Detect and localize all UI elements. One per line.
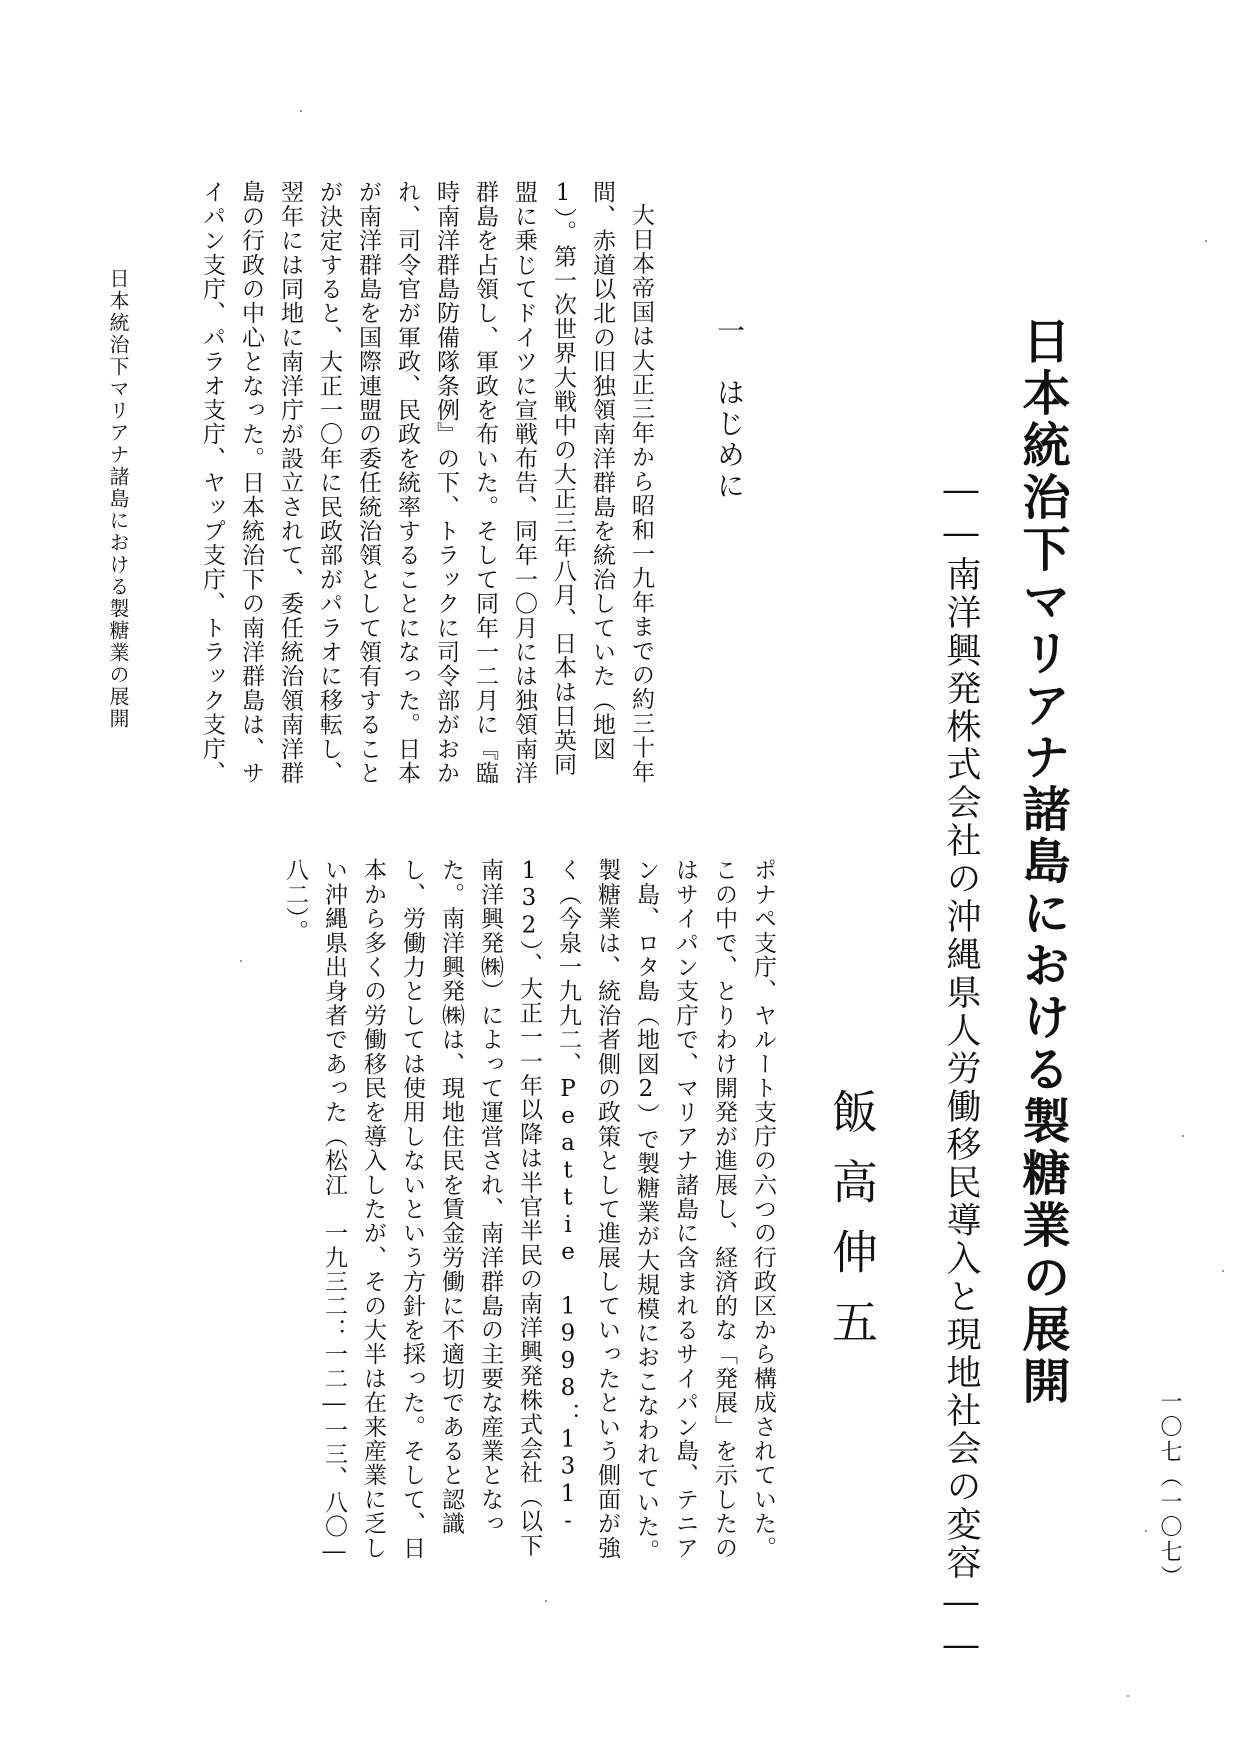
scan-speck (545, 1600, 547, 1602)
paragraph-continued: ポナペ支庁、ヤルート支庁の六つの行政区から構成されていた。この中で、とりわけ開発が進展し、経済的な「発展」を示したのはサイパン支庁で、マリアナ諸島に含まれるサイパン島、テニアン島、ロタ島（地図2）で製糖業が大規模におこなわれていた。製糖業は、統治者側の政策として進展していったという側面が強く（今泉一九九二、Peattie 1998：131-132）、大正一一年以降は半官半民の南洋興発株式会社（以下南洋興発㈱）によって運営され、南洋群島の主要な産業となった。南洋興発㈱は、現地住民を賃金労働に不適切であると認識し、労働力としては使用しないという方針を採った。そして、日本から多くの労働移民を導入したが、その大半は在来産業に乏しい沖縄県出身者であった（松江 一九三二：一二―一三、八〇―八二）。 (282, 858, 776, 1566)
scan-speck (240, 960, 242, 962)
scan-speck (1222, 1270, 1224, 1272)
body-text-lower (282, 858, 782, 1578)
scan-speck (300, 110, 302, 112)
section-number: 一 (713, 316, 746, 344)
section-heading: はじめに (713, 378, 746, 502)
article-title: 日本統治下マリアナ諸島における製糖業の展開 (1014, 316, 1070, 1408)
running-header: 日本統治下マリアナ諸島における製糖業の展開 (106, 268, 130, 730)
scan-speck (1145, 1530, 1147, 1532)
paragraph-intro: 大日本帝国は大正三年から昭和一九年までの約三十年間、赤道以北の旧独領南洋群島を統治していた（地図1）。第一次世界大戦中の大正三年八月、日本は日英同盟に乗じてドイツに宣戦布告、同年一〇月には独領南洋群島を占領し、軍政を布いた。そして同年一二月に『臨時南洋群島防備隊条例』の下、トラックに司令部がおかれ、司令官が軍政、民政を統率することになった。日本が南洋群島を国際連盟の委任統治領として領有することが決定すると、大正一〇年に民政部がパラオに移転し、翌年には同地に南洋庁が設立されて、委任統治領南洋群島の行政の中心となった。日本統治下の南洋群島は、サイパン支庁、パラオ支庁、ヤップ支庁、トラック支庁、 (199, 180, 654, 785)
scan-speck (1182, 1135, 1184, 1137)
article-author: 飯高伸五 (825, 1088, 879, 1368)
scan-speck (1205, 240, 1207, 242)
scan-speck (1127, 1695, 1129, 1697)
article-subtitle: ――南洋興発株式会社の沖縄県人労働移民導入と現地社会の変容―― (941, 470, 981, 1668)
body-text-upper (160, 180, 660, 800)
page-number: 一〇七（一〇七） (1157, 1390, 1182, 1590)
